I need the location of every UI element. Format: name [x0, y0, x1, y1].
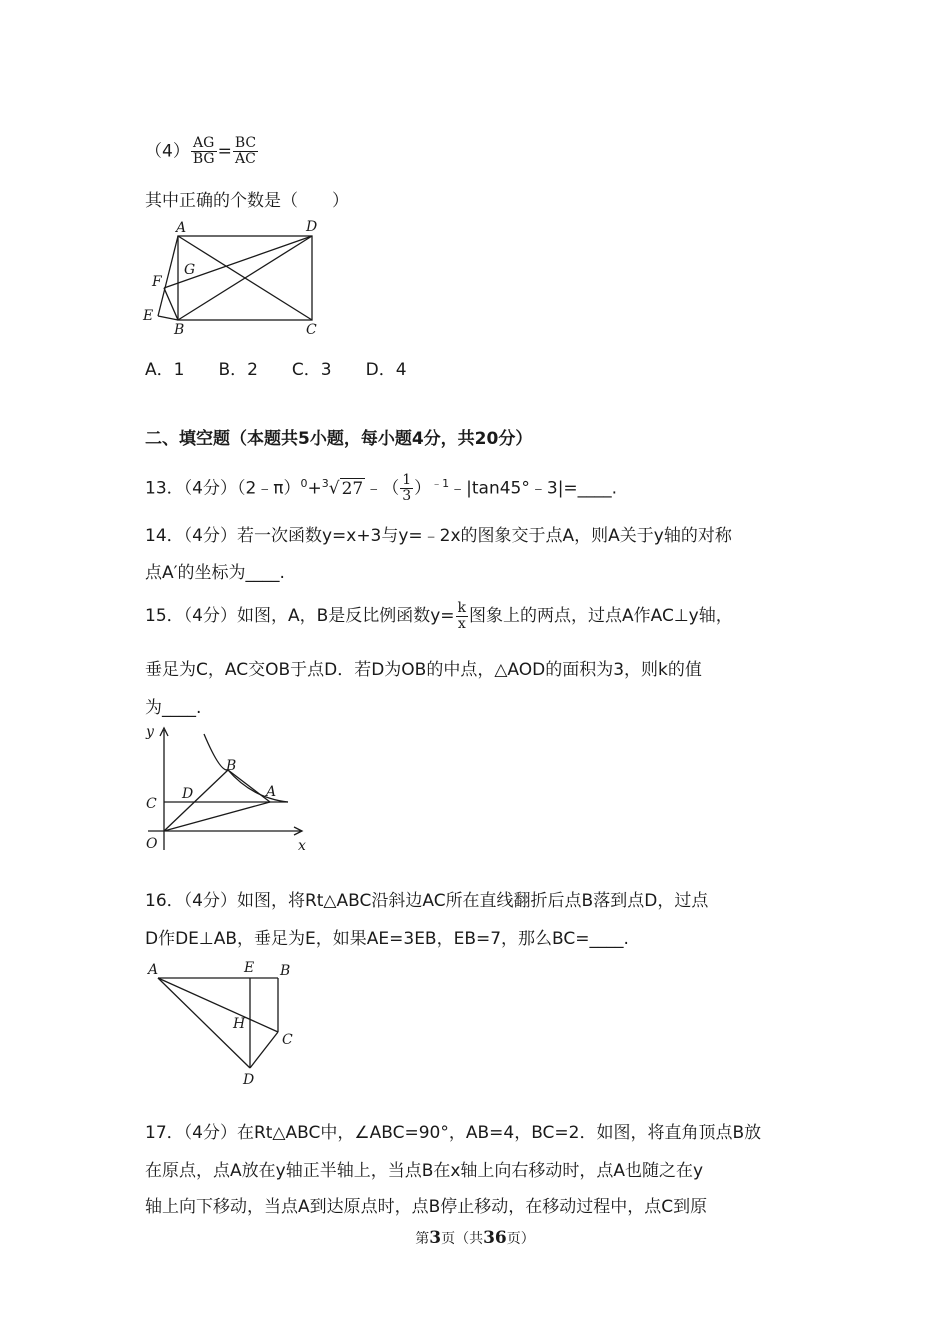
q15-post: 图象上的两点，过点A作AC⊥y轴，: [469, 606, 733, 626]
label-d: D: [243, 1072, 255, 1088]
q13-root-index: 3: [321, 477, 329, 490]
label-a: A: [266, 784, 277, 800]
question-17-line-1: 17．（4分）在Rt△ABC中，∠ABC=90°，AB=4，BC=2．如图，将直角顶点B放: [145, 1123, 762, 1143]
label-d: D: [306, 219, 318, 235]
fraction-bc-ac: [233, 136, 258, 167]
label-c: C: [146, 796, 157, 812]
frac-numerator: BC: [234, 135, 257, 151]
q15-fraction: [456, 601, 468, 632]
question-13: [145, 466, 617, 506]
seg-eb: [158, 316, 178, 320]
label-d: D: [182, 786, 194, 802]
question-16-line-2: D作DE⊥AB，垂足为E，如果AE=3EB，EB=7，那么BC=____.: [145, 929, 629, 949]
answer-options: A．1 B．2 C．3 D．4: [145, 360, 407, 380]
frac-denominator: 3: [402, 488, 412, 505]
seg-ac: [158, 978, 278, 1032]
q13-exponent-zero: 0: [300, 477, 308, 490]
figure-hyperbola: [140, 720, 320, 860]
q13-tail: ﹣|tan45°﹣3|=____.: [449, 478, 618, 499]
frac-denominator: x: [457, 615, 466, 632]
page-footer: [0, 1228, 950, 1248]
q13-after: ）: [414, 478, 432, 499]
q13-mid: ﹣（: [365, 478, 400, 499]
label-b: B: [226, 758, 237, 774]
seg-fb: [164, 288, 178, 320]
q13-exponent-neg1: ﹣1: [431, 477, 450, 490]
label-c: C: [306, 322, 317, 338]
figure-triangle-fold: [140, 958, 310, 1088]
label-e: E: [244, 960, 255, 976]
q13-plus: +: [307, 478, 322, 499]
label-f: F: [152, 274, 162, 290]
seg-dc: [250, 1032, 278, 1068]
question-15-line-2: 垂足为C，AC交OB于点D．若D为OB的中点，△AOD的面积为3，则k的值: [145, 660, 702, 680]
frac-numerator: k: [457, 599, 467, 616]
label-b: B: [174, 322, 185, 338]
q15-pre: 15．（4分）如图，A，B是反比例函数y=: [145, 606, 455, 626]
frac-numerator: 1: [402, 472, 412, 489]
footer-pre: 第: [415, 1231, 430, 1247]
question-16-line-1: 16．（4分）如图，将Rt△ABC沿斜边AC所在直线翻折后点B落到点D，过点: [145, 891, 709, 911]
label-e: E: [143, 308, 154, 324]
question-15-line-3: 为____.: [145, 698, 202, 718]
fraction-ag-bg: [191, 136, 217, 167]
question-14-line-1: 14．（4分）若一次函数y=x+3与y=﹣2x的图象交于点A，则A关于y轴的对称: [145, 526, 732, 546]
frac-denominator: BG: [192, 151, 215, 167]
footer-total-pages: 36: [483, 1228, 507, 1248]
footer-page-number: 3: [429, 1228, 442, 1248]
label-o: O: [146, 836, 158, 852]
q13-radical: √ 27: [328, 478, 364, 499]
question-15-line-1: [145, 598, 733, 634]
question-17-line-3: 轴上向下移动，当点A到达原点时，点B停止移动，在移动过程中，点C到原: [145, 1197, 708, 1217]
section-2-title: 二、填空题（本题共5小题，每小题4分，共20分）: [145, 429, 533, 449]
q13-prefix: 13．（4分）（2﹣π）: [145, 478, 301, 499]
question-17-line-2: 在原点，点A放在y轴正半轴上，当点B在x轴上向右移动时，点A也随之在y: [145, 1161, 704, 1181]
equals-sign: =: [217, 141, 232, 162]
line-ba: [228, 770, 270, 802]
item-4: [145, 136, 259, 167]
label-b: B: [280, 963, 291, 979]
question-14-line-2: 点A′的坐标为____.: [145, 563, 285, 583]
item-4-label: （4）: [145, 141, 190, 162]
frac-denominator: AC: [235, 151, 256, 167]
figure-rectangle: [140, 218, 340, 338]
q13-fraction: [400, 473, 413, 504]
label-g: G: [184, 262, 196, 278]
frac-numerator: AG: [191, 136, 217, 152]
label-x: x: [298, 838, 306, 854]
footer-post: 页）: [506, 1231, 535, 1247]
label-a: A: [176, 220, 187, 236]
question-stem: 其中正确的个数是（ ）: [145, 191, 349, 211]
footer-mid: 页（共: [441, 1231, 484, 1247]
label-c: C: [282, 1032, 293, 1048]
label-a: A: [148, 962, 159, 978]
label-h: H: [233, 1016, 246, 1032]
label-y: y: [146, 724, 154, 740]
q13-root-arg: 27: [341, 478, 364, 499]
